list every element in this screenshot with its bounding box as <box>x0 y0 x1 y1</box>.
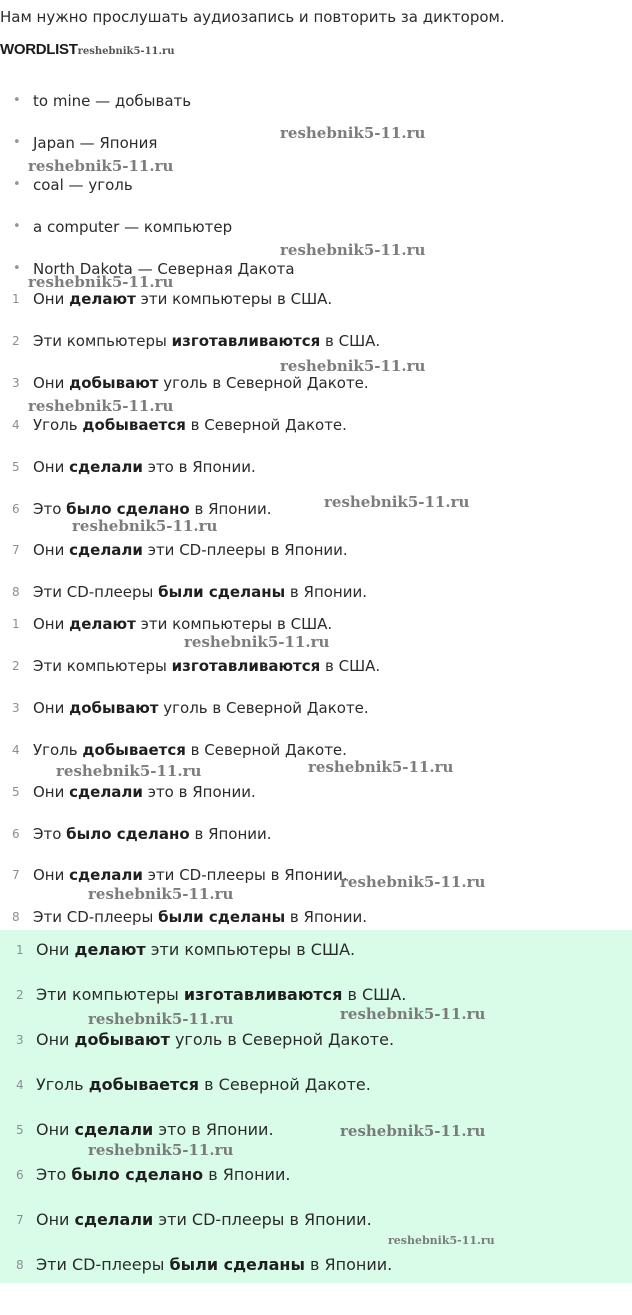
sentence-number: 2 <box>16 988 24 1002</box>
highlighted-verb: сделали <box>69 457 143 476</box>
watermark-text: reshebnik5-11.ru <box>88 885 234 903</box>
sentence-number: 2 <box>12 333 20 348</box>
watermark-text: reshebnik5-11.ru <box>388 1234 495 1247</box>
watermark-text: reshebnik5-11.ru <box>280 357 426 375</box>
word-text: Japan — Япония <box>33 134 158 152</box>
highlighted-verb: добывают <box>69 373 159 392</box>
watermark-text: reshebnik5-11.ru <box>324 493 470 511</box>
sentence-fragment: эти CD-плееры в Японии. <box>153 1210 372 1229</box>
bullet-icon: • <box>13 93 21 108</box>
sentence-fragment: Они <box>33 866 70 885</box>
sentence-number: 7 <box>16 1213 24 1227</box>
watermark-text: reshebnik5-11.ru <box>340 1005 486 1023</box>
wordlist-heading <box>0 40 175 58</box>
sentence-text <box>36 1209 372 1231</box>
sentence-fragment: в Северной Дакоте. <box>185 740 347 759</box>
word-text: coal — уголь <box>33 176 133 194</box>
sentence-fragment: Уголь <box>36 1075 89 1094</box>
sentence-text <box>33 456 256 478</box>
sentence-text <box>36 1164 290 1186</box>
sentence-fragment: в Японии. <box>285 583 367 602</box>
highlighted-verb: было сделано <box>66 499 190 518</box>
sentence-fragment: эти CD-плееры в Японии. <box>142 541 348 560</box>
sentence-text <box>33 655 380 677</box>
highlighted-verb: были сделаны <box>158 908 286 927</box>
sentence-fragment: Эти компьютеры <box>33 656 172 675</box>
answer-block <box>0 930 632 1283</box>
sentence-text <box>36 984 406 1006</box>
sentence-text <box>33 539 348 561</box>
highlighted-verb: сделали <box>69 782 143 801</box>
sentence-fragment: Это <box>33 824 67 843</box>
sentence-fragment: в США. <box>320 331 381 350</box>
watermark-text: reshebnik5-11.ru <box>72 517 218 535</box>
highlighted-verb: изготавливаются <box>171 656 321 675</box>
sentence-fragment: эти компьютеры в США. <box>135 290 333 308</box>
sentence-number: 6 <box>16 1168 24 1182</box>
sentence-fragment: в Японии. <box>189 824 272 843</box>
sentence-text <box>33 864 348 886</box>
sentence-text <box>33 781 256 803</box>
highlighted-verb: были сделаны <box>169 1255 305 1274</box>
sentence-fragment: уголь в Северной Дакоте. <box>169 1030 395 1049</box>
sentence-text <box>33 330 380 352</box>
sentence-fragment: Они <box>33 698 70 717</box>
highlighted-verb: добывают <box>69 698 159 717</box>
sentence-fragment: Эти компьютеры <box>33 331 172 350</box>
highlighted-verb: изготавливаются <box>183 985 343 1004</box>
highlighted-verb: было сделано <box>66 824 190 843</box>
highlighted-verb: делают <box>69 290 136 308</box>
sentence-fragment: эти компьютеры в США. <box>135 615 333 633</box>
sentence-fragment: Эти CD-плееры <box>33 583 159 602</box>
sentence-fragment: Эти компьютеры <box>36 985 184 1004</box>
wordlist-title: WORDLIST <box>0 41 78 58</box>
sentence-fragment: в Японии. <box>285 908 367 927</box>
sentence-number: 5 <box>16 1123 24 1137</box>
sentence-text <box>33 498 272 520</box>
sentence-fragment: Они <box>36 940 75 959</box>
watermark-text: reshebnik5-11.ru <box>56 762 202 780</box>
highlighted-verb: добывается <box>82 415 186 434</box>
highlighted-verb: были сделаны <box>158 583 286 602</box>
sentence-fragment: Это <box>33 499 67 518</box>
sentence-text <box>33 823 272 845</box>
sentence-text <box>36 939 355 961</box>
sentence-fragment: Они <box>33 541 70 560</box>
sentence-text <box>33 414 347 436</box>
word-text: a computer — компьютер <box>33 218 233 236</box>
watermark-text: reshebnik5-11.ru <box>88 1141 234 1159</box>
highlighted-verb: сделали <box>69 866 143 885</box>
sentence-fragment: Они <box>33 782 70 801</box>
watermark-text: reshebnik5-11.ru <box>280 124 426 142</box>
watermark-text: reshebnik5-11.ru <box>280 241 426 259</box>
watermark-text: reshebnik5-11.ru <box>28 397 174 415</box>
sentence-number: 3 <box>12 700 20 715</box>
instruction-text: Нам нужно прослушать аудиозапись и повторить за диктором. <box>0 8 505 26</box>
highlighted-verb: было сделано <box>71 1165 204 1184</box>
sentence-number: 1 <box>16 943 24 957</box>
watermark-text: reshebnik5-11.ru <box>28 273 174 291</box>
sentence-number: 1 <box>12 617 20 631</box>
watermark-text: reshebnik5-11.ru <box>88 1010 234 1028</box>
sentence-number: 4 <box>16 1078 24 1092</box>
highlighted-verb: сделали <box>74 1210 154 1229</box>
sentence-number: 5 <box>12 459 20 474</box>
sentence-number: 8 <box>12 585 20 600</box>
highlighted-verb: делают <box>74 940 146 959</box>
sentence-fragment: уголь в Северной Дакоте. <box>158 373 369 392</box>
sentence-fragment: уголь в Северной Дакоте. <box>158 698 369 717</box>
sentence-fragment: Они <box>36 1210 75 1229</box>
bullet-icon: • <box>13 219 21 234</box>
sentence-fragment: Они <box>33 373 70 392</box>
sentence-fragment: Эти CD-плееры <box>36 1255 170 1274</box>
sentence-number: 6 <box>12 501 20 516</box>
sentence-number: 7 <box>12 543 20 558</box>
sentence-text <box>33 581 367 603</box>
sentence-fragment: Они <box>36 1030 75 1049</box>
sentence-fragment: в Японии. <box>203 1165 291 1184</box>
sentence-text <box>33 613 332 635</box>
wordlist-watermark: reshebnik5-11.ru <box>77 46 175 57</box>
watermark-text: reshebnik5-11.ru <box>308 758 454 776</box>
sentence-fragment: эти компьютеры в США. <box>145 940 356 959</box>
sentence-text <box>36 1029 394 1051</box>
sentence-fragment: в Северной Дакоте. <box>185 415 347 434</box>
sentence-fragment: Они <box>36 1120 75 1139</box>
bullet-icon: • <box>13 177 21 192</box>
highlighted-verb: добывается <box>82 740 186 759</box>
sentence-text <box>33 739 347 761</box>
word-text: North Dakota — Северная Дакота <box>33 260 295 278</box>
sentence-fragment: Они <box>33 615 70 633</box>
sentence-fragment: это в Японии. <box>142 782 256 801</box>
highlighted-verb: делают <box>69 615 136 633</box>
sentence-number: 4 <box>12 742 20 757</box>
sentence-fragment: Они <box>33 290 70 308</box>
sentence-fragment: в США. <box>342 985 407 1004</box>
sentence-number: 3 <box>16 1033 24 1047</box>
sentence-number: 4 <box>12 417 20 432</box>
highlighted-verb: добывается <box>88 1075 200 1094</box>
sentence-fragment: Это <box>36 1165 72 1184</box>
watermark-text: reshebnik5-11.ru <box>340 1122 486 1140</box>
sentence-fragment: в Японии. <box>189 499 272 518</box>
sentence-fragment: Эти CD-плееры <box>33 908 159 927</box>
sentence-fragment: в Северной Дакоте. <box>199 1075 371 1094</box>
word-text: to mine — добывать <box>33 92 192 110</box>
sentence-number: 7 <box>12 868 20 883</box>
sentence-text <box>36 1074 371 1096</box>
sentence-fragment: в США. <box>320 656 381 675</box>
sentence-fragment: Уголь <box>33 740 83 759</box>
sentence-number: 2 <box>12 658 20 673</box>
sentence-number: 8 <box>12 910 20 925</box>
highlighted-verb: изготавливаются <box>171 331 321 350</box>
sentence-text <box>33 288 332 310</box>
highlighted-verb: сделали <box>69 541 143 560</box>
watermark-text: reshebnik5-11.ru <box>28 157 174 175</box>
sentence-number: 8 <box>16 1258 24 1272</box>
sentence-fragment: Уголь <box>33 415 83 434</box>
sentence-text <box>36 1254 392 1276</box>
bullet-icon: • <box>13 261 21 276</box>
sentence-number: 1 <box>12 292 20 306</box>
sentence-text <box>33 906 367 928</box>
watermark-text: reshebnik5-11.ru <box>340 873 486 891</box>
sentence-fragment: Они <box>33 457 70 476</box>
sentence-text <box>33 697 369 719</box>
sentence-number: 5 <box>12 784 20 799</box>
watermark-text: reshebnik5-11.ru <box>184 633 330 651</box>
sentence-number: 6 <box>12 826 20 841</box>
sentence-number: 3 <box>12 375 20 390</box>
bullet-icon: • <box>13 135 21 150</box>
sentence-fragment: это в Японии. <box>142 457 256 476</box>
highlighted-verb: добывают <box>74 1030 170 1049</box>
sentence-text <box>36 1119 274 1141</box>
sentence-fragment: это в Японии. <box>153 1120 274 1139</box>
sentence-fragment: эти CD-плееры в Японии. <box>142 866 348 885</box>
highlighted-verb: сделали <box>74 1120 154 1139</box>
sentence-text <box>33 372 369 394</box>
sentence-fragment: в Японии. <box>304 1255 393 1274</box>
